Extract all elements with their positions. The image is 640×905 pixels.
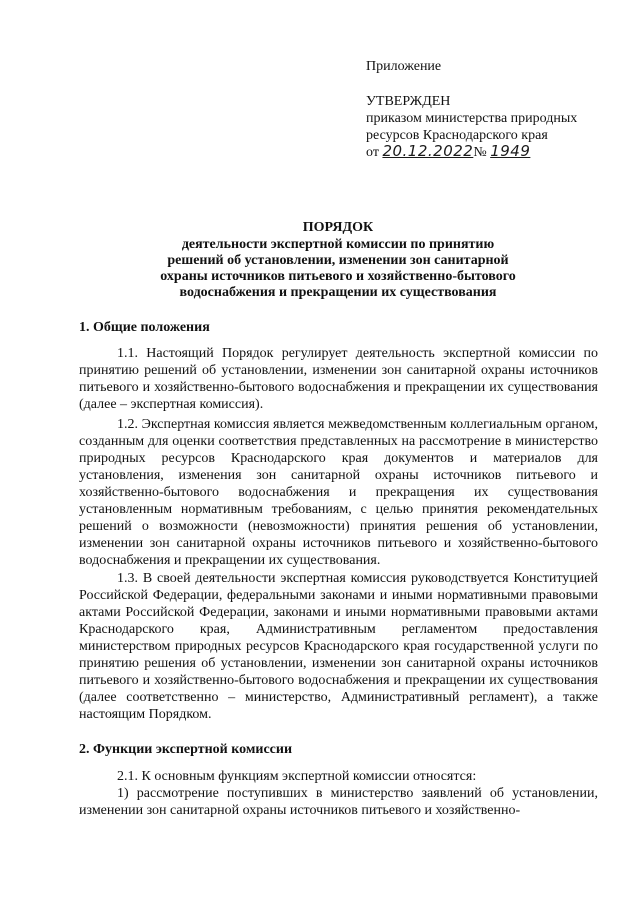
approved-label: УТВЕРЖДЕН: [366, 94, 451, 109]
order-date-number: [366, 143, 530, 161]
paragraph-2-1: 2.1. К основным функциям экспертной комиссии относятся:: [117, 769, 477, 784]
paragraph-1-3: 1.3. В своей деятельности экспертная комиссия руководствуется Конституцией Российской Федерации, федеральными законами и иными нормативными правовыми актами Российской Федерации, законами и иными нормативными правовыми актами Краснодарского края, Административным регламентом предоставления министерством природных ресурсов Краснодарского края государственной услуги по принятию решения об установлении, изменении зон санитарной охраны источников питьевого и хозяйственно-бытового водоснабжения и прекращении их существования (далее соответственно – министерство, Административный регламент), а также настоящим Порядком.: [79, 571, 598, 722]
order-line-1: приказом министерства природных: [366, 111, 578, 126]
section-1-heading: 1. Общие положения: [79, 320, 210, 335]
paragraph-1-1: 1.1. Настоящий Порядок регулирует деятельность экспертной комиссии по принятию решений об установлении, изменении зон санитарной охраны источников питьевого и хозяйственно-бытового водоснабжения и прекращении их существования (далее – экспертная комиссия).: [79, 346, 598, 412]
document-subtitle-line-2: решений об установлении, изменении зон санитарной: [167, 253, 509, 268]
from-label: от: [366, 145, 379, 160]
handwritten-date: 20.12.2022: [382, 142, 474, 160]
handwritten-number: 1949: [490, 142, 531, 160]
document-title: ПОРЯДОК: [302, 220, 374, 235]
paragraph-1-2: 1.2. Экспертная комиссия является межведомственным коллегиальным органом, созданным для оценки соответствия представленных на рассмотрение в министерство природных ресурсов Краснодарского края документов и материалов для установления, изменения зон санитарной охраны источников питьевого и хозяйственно-бытового водоснабжения и прекращения их существования установленным нормативным требованиям, с целью принятия рекомендательных решений о возможности (невозможности) принятия решения об установлении, изменении зон санитарной охраны источников питьевого и хозяйственно-бытового водоснабжения и прекращении их существования.: [79, 417, 598, 568]
list-item-1: 1) рассмотрение поступивших в министерство заявлений об установлении, изменении зон санитарной охраны источников питьевого и хозяйственно-: [79, 786, 598, 818]
document-subtitle-line-4: водоснабжения и прекращении их существования: [179, 285, 497, 300]
appendix-label: Приложение: [366, 59, 442, 74]
section-2-heading: 2. Функции экспертной комиссии: [79, 742, 293, 757]
number-sign: №: [473, 145, 487, 160]
document-subtitle-line-3: охраны источников питьевого и хозяйственно-бытового: [160, 269, 516, 284]
document-subtitle-line-1: деятельности экспертной комиссии по принятию: [181, 237, 495, 252]
order-line-2: ресурсов Краснодарского края: [366, 128, 548, 143]
